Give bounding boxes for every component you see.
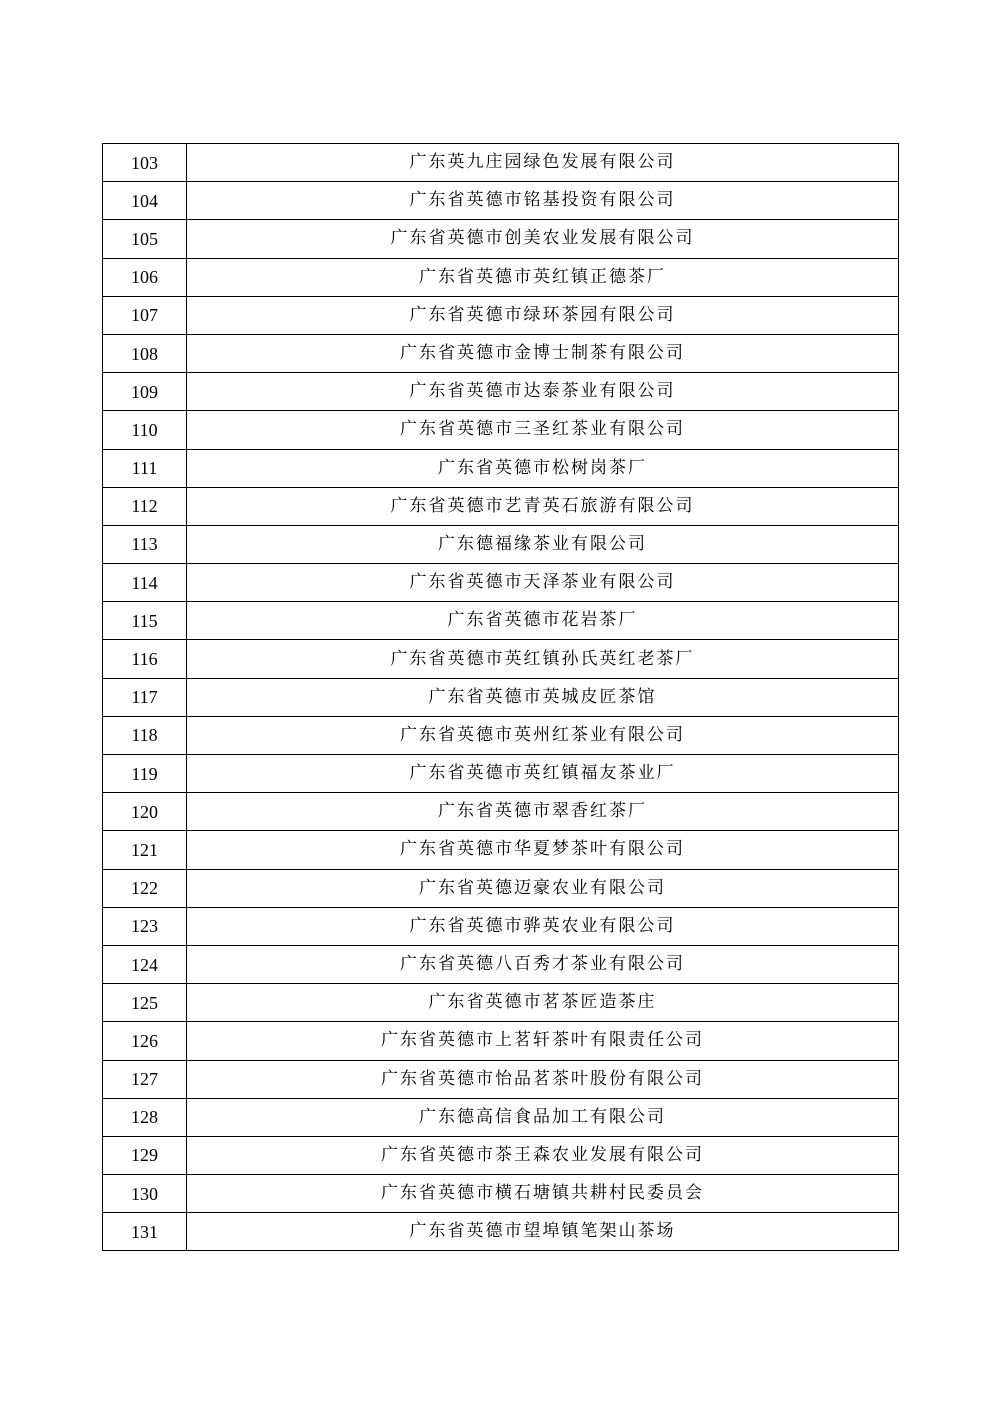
company-name-cell: 广东省英德市三圣红茶业有限公司 (187, 411, 899, 449)
row-number-cell: 119 (103, 755, 187, 793)
company-name-cell: 广东省英德八百秀才茶业有限公司 (187, 945, 899, 983)
row-number-cell: 129 (103, 1136, 187, 1174)
row-number-cell: 130 (103, 1175, 187, 1213)
table-row (103, 793, 899, 831)
company-name-cell: 广东省英德市松树岗茶厂 (187, 449, 899, 487)
company-name-cell: 广东省英德市花岩茶厂 (187, 602, 899, 640)
table-row (103, 220, 899, 258)
company-name-cell: 广东省英德迈豪农业有限公司 (187, 869, 899, 907)
table-row (103, 602, 899, 640)
row-number-cell: 120 (103, 793, 187, 831)
company-name-cell: 广东省英德市达泰茶业有限公司 (187, 373, 899, 411)
row-number-cell: 103 (103, 144, 187, 182)
table-row (103, 984, 899, 1022)
table-row (103, 334, 899, 372)
table-row (103, 716, 899, 754)
row-number-cell: 118 (103, 716, 187, 754)
table-row (103, 678, 899, 716)
company-name-cell: 广东省英德市艺青英石旅游有限公司 (187, 487, 899, 525)
row-number-cell: 105 (103, 220, 187, 258)
company-name-cell: 广东省英德市绿环茶园有限公司 (187, 296, 899, 334)
row-number-cell: 126 (103, 1022, 187, 1060)
table-row (103, 1022, 899, 1060)
table-row (103, 945, 899, 983)
row-number-cell: 123 (103, 907, 187, 945)
company-name-cell: 广东省英德市创美农业发展有限公司 (187, 220, 899, 258)
company-name-cell: 广东省英德市铭基投资有限公司 (187, 182, 899, 220)
company-name-cell: 广东省英德市怡品茗茶叶股份有限公司 (187, 1060, 899, 1098)
table-body (103, 144, 899, 1251)
company-name-cell: 广东德福缘茶业有限公司 (187, 525, 899, 563)
company-name-cell: 广东省英德市茗茶匠造茶庄 (187, 984, 899, 1022)
table-row (103, 1213, 899, 1251)
table-row (103, 831, 899, 869)
company-name-cell: 广东省英德市骅英农业有限公司 (187, 907, 899, 945)
table-row (103, 869, 899, 907)
company-name-cell: 广东省英德市天泽茶业有限公司 (187, 564, 899, 602)
row-number-cell: 106 (103, 258, 187, 296)
company-name-cell: 广东德高信食品加工有限公司 (187, 1098, 899, 1136)
row-number-cell: 131 (103, 1213, 187, 1251)
company-name-cell: 广东省英德市英城皮匠茶馆 (187, 678, 899, 716)
row-number-cell: 104 (103, 182, 187, 220)
company-name-cell: 广东省英德市英红镇正德茶厂 (187, 258, 899, 296)
company-name-cell: 广东省英德市华夏梦茶叶有限公司 (187, 831, 899, 869)
table-row (103, 640, 899, 678)
company-name-cell: 广东省英德市金博士制茶有限公司 (187, 334, 899, 372)
row-number-cell: 108 (103, 334, 187, 372)
company-name-cell: 广东省英德市上茗轩茶叶有限责任公司 (187, 1022, 899, 1060)
row-number-cell: 112 (103, 487, 187, 525)
company-name-cell: 广东省英德市横石塘镇共耕村民委员会 (187, 1175, 899, 1213)
table-row (103, 564, 899, 602)
company-name-cell: 广东省英德市英红镇孙氏英红老茶厂 (187, 640, 899, 678)
table-row (103, 1175, 899, 1213)
row-number-cell: 116 (103, 640, 187, 678)
row-number-cell: 122 (103, 869, 187, 907)
row-number-cell: 115 (103, 602, 187, 640)
row-number-cell: 125 (103, 984, 187, 1022)
company-name-cell: 广东省英德市望埠镇笔架山茶场 (187, 1213, 899, 1251)
table-row (103, 1060, 899, 1098)
table-row (103, 907, 899, 945)
table-row (103, 487, 899, 525)
company-name-cell: 广东省英德市翠香红茶厂 (187, 793, 899, 831)
company-name-cell: 广东省英德市英州红茶业有限公司 (187, 716, 899, 754)
row-number-cell: 113 (103, 525, 187, 563)
table-row (103, 296, 899, 334)
row-number-cell: 114 (103, 564, 187, 602)
table-row (103, 1098, 899, 1136)
company-name-cell: 广东英九庄园绿色发展有限公司 (187, 144, 899, 182)
table-row (103, 449, 899, 487)
table-row (103, 258, 899, 296)
company-name-cell: 广东省英德市英红镇福友茶业厂 (187, 755, 899, 793)
company-name-cell: 广东省英德市茶王森农业发展有限公司 (187, 1136, 899, 1174)
table-row (103, 755, 899, 793)
row-number-cell: 111 (103, 449, 187, 487)
row-number-cell: 109 (103, 373, 187, 411)
row-number-cell: 124 (103, 945, 187, 983)
row-number-cell: 107 (103, 296, 187, 334)
row-number-cell: 121 (103, 831, 187, 869)
table-row (103, 411, 899, 449)
row-number-cell: 117 (103, 678, 187, 716)
table-row (103, 525, 899, 563)
row-number-cell: 110 (103, 411, 187, 449)
table-row (103, 1136, 899, 1174)
company-list-table (102, 143, 899, 1251)
table-row (103, 373, 899, 411)
row-number-cell: 128 (103, 1098, 187, 1136)
row-number-cell: 127 (103, 1060, 187, 1098)
table-row (103, 144, 899, 182)
table-row (103, 182, 899, 220)
